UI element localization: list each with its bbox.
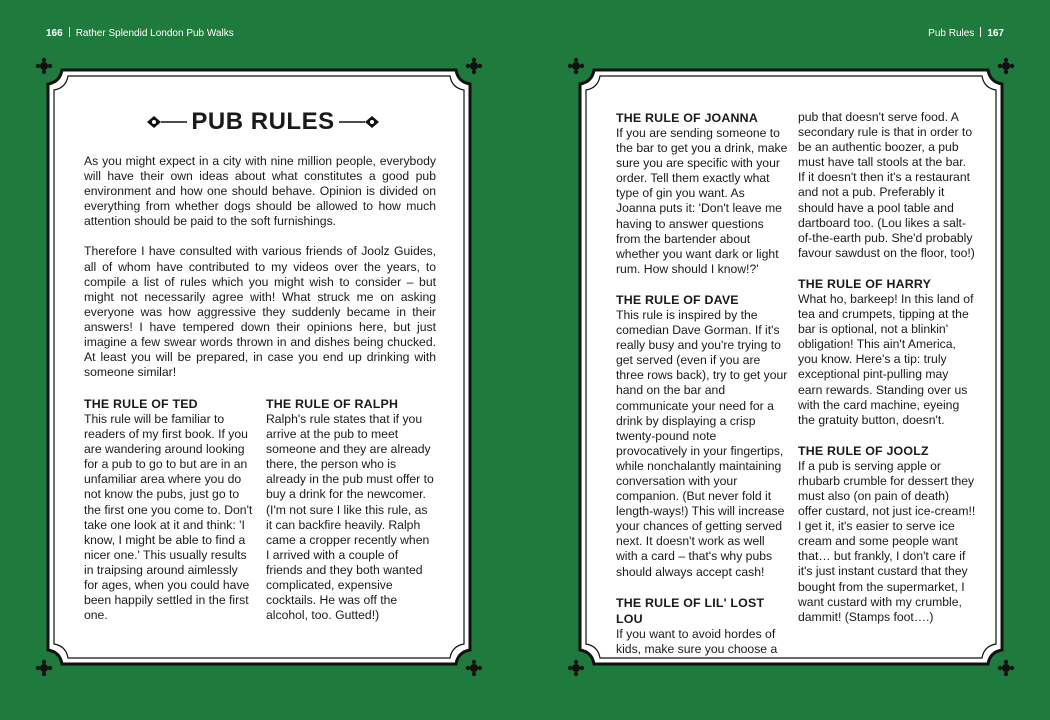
rule-text: Ralph's rule states that if you arrive at the pub to meet someone and they are already there, the person who is already in the pub must offer to buy a drink for the newcomer. (I'm not sure I like this rule, as it can backfire heavily. Ralph came a cropper recently when I arrived with a couple of friends and they both wanted complicated, expensive cocktails. He was off the alcohol, too. Gutted!) xyxy=(266,412,434,623)
running-title-right: Pub Rules xyxy=(928,28,975,39)
rule-heading: THE RULE OF DAVE xyxy=(616,292,739,307)
corner-flourish-icon xyxy=(997,659,1015,677)
rule-heading: THE RULE OF LIL' LOST LOU xyxy=(616,595,765,626)
corner-flourish-icon xyxy=(35,57,53,75)
rule-heading: THE RULE OF JOANNA xyxy=(616,111,758,125)
intro-paragraph: As you might expect in a city with nine million people, everybody will have their own ideas about what constitutes a good pub environment and how one should behave. Opinion is divided on everything from whether dogs should be allowed to how much attention should be paid to the soft furnishings. xyxy=(84,154,436,229)
corner-flourish-icon xyxy=(35,659,53,677)
corner-flourish-icon xyxy=(997,57,1015,75)
title-ornament-icon xyxy=(339,113,381,131)
intro-text xyxy=(84,154,436,395)
running-title-left: Rather Splendid London Pub Walks xyxy=(75,28,234,39)
rule-heading: THE RULE OF RALPH xyxy=(266,397,399,411)
rule-ted xyxy=(84,396,254,638)
intro-paragraph: Therefore I have consulted with various friends of Joolz Guides, all of whom have contributed to my videos over the years, to compile a list of rules which you might wish to consider – but might not necessarily agree with! What struck me on asking everyone was how aggressive they suddenly became in their answers! I have tempered down their opinions here, but just imagine a few swear words thrown in and dishes being chucked. At least you will be prepared, in case you end up drinking with someone similar! xyxy=(84,244,436,380)
running-head-left xyxy=(46,27,234,39)
corner-flourish-icon xyxy=(567,659,585,677)
rule-text: This rule will be familiar to readers of my first book. If you are wandering around looking for a pub to go to but are in an unfamiliar area where you do not know the pubs, just go to the first one you come to. Don't take one look at it and think: 'I know, I might be able to find a nicer one.' This usually results in traipsing around aimlessly for ages, when you could have been happily settled in the first one. xyxy=(84,412,253,623)
rule-text: pub that doesn't serve food. A secondary rule is that in order to be an authentic boozer, a pub must have tall stools at the bar. If it doesn't then it's a restaurant and not a pub. Preferably it should have a pool table and dartboard too. (Lou likes a salt-of-the-earth pub. She'd probably favour sawdust on the floor, too!) xyxy=(798,110,975,260)
rule-ralph xyxy=(266,396,436,638)
right-page xyxy=(572,62,1010,672)
left-page xyxy=(40,62,478,672)
corner-flourish-icon xyxy=(465,57,483,75)
running-head-right xyxy=(928,27,1004,39)
rule-text: If a pub is serving apple or rhubarb crumble for dessert they must also (on pain of death) offer custard, not just ice-cream!! I get it, it's easier to serve ice cream and some people want that… but frankly, I don't care if it's just instant custard that they bought from the supermarket, I want custard with my crumble, dammit! (Stamps foot….) xyxy=(798,458,976,624)
rule-text: This rule is inspired by the comedian Dave Gorman. If it's really busy and you're trying to get served (even if you are three rows back), try to get your hand on the bar and communicate your need for a drink by displaying a crisp twenty-pound note provocatively in your fingertips, while nonchalantly maintaining conversation with your companion. (But never fold it length-ways!) This will increase your chances of getting served next. It doesn't work as well with a card – that's why pubs should always accept cash! xyxy=(616,307,788,579)
corner-flourish-icon xyxy=(465,659,483,677)
page-title: PUB RULES xyxy=(191,108,335,135)
rule-text: If you are sending someone to the bar to get you a drink, make sure you are specific with your order. Tell them exactly what type of gin you want. As Joanna puts it: 'Don't leave me having to answer questions from the bartender about whether you want dark or light rum. How should I know!?' xyxy=(616,126,788,276)
rule-text: If you want to avoid hordes of kids, make sure you choose a xyxy=(616,626,778,656)
title-ornament-icon xyxy=(145,113,187,131)
page-number-left: 166 xyxy=(46,28,63,39)
divider xyxy=(980,27,981,37)
rules-column-1 xyxy=(616,110,788,672)
rule-heading: THE RULE OF JOOLZ xyxy=(798,443,929,458)
page-title-block xyxy=(145,108,381,136)
page-number-right: 167 xyxy=(987,28,1004,39)
rule-text: What ho, barkeep! In this land of tea and crumpets, tipping at the bar is optional, not a blinkin' obligation! This ain't America, you know. Here's a tip: truly exceptional pint-pulling may earn rewards. Standing over us with the card machine, eyeing the gratuity button, doesn't. xyxy=(798,291,974,427)
divider xyxy=(69,27,70,37)
rules-column-2 xyxy=(798,110,976,640)
rule-heading: THE RULE OF TED xyxy=(84,397,198,411)
corner-flourish-icon xyxy=(567,57,585,75)
rule-heading: THE RULE OF HARRY xyxy=(798,276,932,291)
